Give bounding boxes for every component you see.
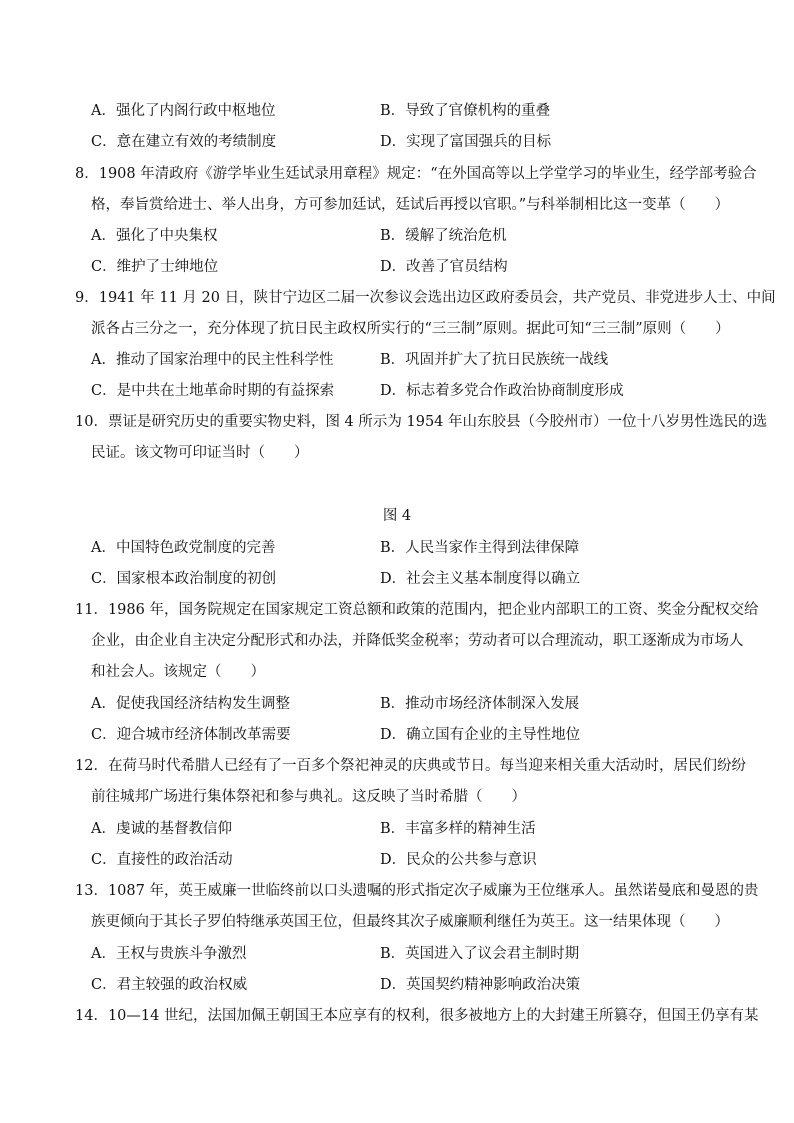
q13-option-b: B．英国进入了议会君主制时期 — [380, 946, 580, 962]
q13-stem-line-1: 13．1087 年，英王威廉一世临终前以口头遗嘱的形式指定次子威廉为王位继承人。虽然诺曼底和曼恩的贵 — [75, 883, 759, 899]
q7-option-d: D．实现了富国强兵的目标 — [380, 134, 552, 150]
q13-option-a: A．王权与贵族斗争激烈 — [91, 946, 247, 962]
q11-option-a: A．促使我国经济结构发生调整 — [91, 696, 290, 712]
q8-option-d: D．改善了官员结构 — [380, 259, 508, 275]
q10-stem-line-1: 10．票证是研究历史的重要实物史料，图 4 所示为 1954 年山东胶县（今胶州市）一位十八岁男性选民的选 — [75, 414, 768, 430]
q8-stem-line-2: 格，奉旨赏给进士、举人出身，方可参加廷试，廷试后再授以官职。”与科举制相比这一变革（ ） — [91, 197, 730, 213]
q9-option-c: C．是中共在土地革命时期的有益探索 — [91, 383, 335, 399]
q10-option-a: A．中国特色政党制度的完善 — [91, 540, 276, 556]
q12-option-c: C．直接性的政治活动 — [91, 852, 233, 868]
q12-option-d: D．民众的公共参与意识 — [380, 852, 537, 868]
q9-option-b: B．巩固并扩大了抗日民族统一战线 — [380, 352, 609, 368]
q8-stem-line-1: 8．1908 年清政府《游学毕业生廷试录用章程》规定：“在外国高等以上学堂学习的毕业生，经学部考验合 — [75, 166, 757, 182]
q10-option-b: B．人民当家作主得到法律保障 — [380, 540, 580, 556]
q9-stem-line-2: 派各占三分之一，充分体现了抗日民主政权所实行的“三三制”原则。据此可知“三三制”原则（ ） — [91, 321, 730, 337]
q7-option-c: C．意在建立有效的考绩制度 — [91, 134, 277, 150]
q13-option-d: D．英国契约精神影响政治决策 — [380, 977, 581, 993]
q13-option-c: C．君主较强的政治权威 — [91, 977, 248, 993]
figure-caption: 图 4 — [382, 508, 412, 524]
q11-stem-line-1: 11．1986 年，国务院规定在国家规定工资总额和政策的范围内，把企业内部职工的工资、奖金分配权交给 — [75, 602, 759, 618]
q7-option-b: B．导致了官僚机构的重叠 — [380, 103, 551, 119]
q13-stem-line-2: 族更倾向于其长子罗伯特继承英国王位，但最终其次子威廉顺利继任为英王。这一结果体现（ ） — [91, 914, 729, 930]
q8-option-c: C．维护了士绅地位 — [91, 259, 219, 275]
q9-stem-line-1: 9．1941 年 11 月 20 日，陕甘宁边区二届一次参议会选出边区政府委员会，共产党员、非党进步人士、中间 — [75, 290, 776, 306]
q14-stem-line-1: 14．10—14 世纪，法国加佩王朝国王本应享有的权利，很多被地方上的大封建王所篡夺，但国王仍享有某 — [75, 1008, 759, 1024]
q11-option-c: C．迎合城市经济体制改革需要 — [91, 727, 291, 743]
q8-option-b: B．缓解了统治危机 — [380, 228, 507, 244]
q11-option-d: D．确立国有企业的主导性地位 — [380, 727, 581, 743]
q7-option-a: A．强化了内阁行政中枢地位 — [91, 103, 276, 119]
q12-option-a: A．虔诚的基督教信仰 — [91, 821, 232, 837]
q10-stem-line-2: 民证。该文物可印证当时（ ） — [91, 445, 309, 461]
q10-option-d: D．社会主义基本制度得以确立 — [380, 571, 581, 587]
q10-option-c: C．国家根本政治制度的初创 — [91, 571, 277, 587]
q12-option-b: B．丰富多样的精神生活 — [380, 821, 536, 837]
q12-stem-line-2: 前往城邦广场进行集体祭祀和参与典礼。这反映了当时希腊（ ） — [91, 789, 526, 805]
q9-option-a: A．推动了国家治理中的民主性科学性 — [91, 352, 334, 368]
q8-option-a: A．强化了中央集权 — [91, 228, 218, 244]
q9-option-d: D．标志着多党合作政治协商制度形成 — [380, 383, 624, 399]
q12-stem-line-1: 12．在荷马时代希腊人已经有了一百多个祭祀神灵的庆典或节日。每当迎来相关重大活动时，居民们纷纷 — [75, 758, 746, 774]
q11-stem-line-3: 和社会人。该规定（ ） — [91, 664, 265, 680]
q11-stem-line-2: 企业，由企业自主决定分配形式和办法，并降低奖金税率；劳动者可以合理流动，职工逐渐成为市场人 — [91, 633, 744, 649]
q11-option-b: B．推动市场经济体制深入发展 — [380, 696, 580, 712]
